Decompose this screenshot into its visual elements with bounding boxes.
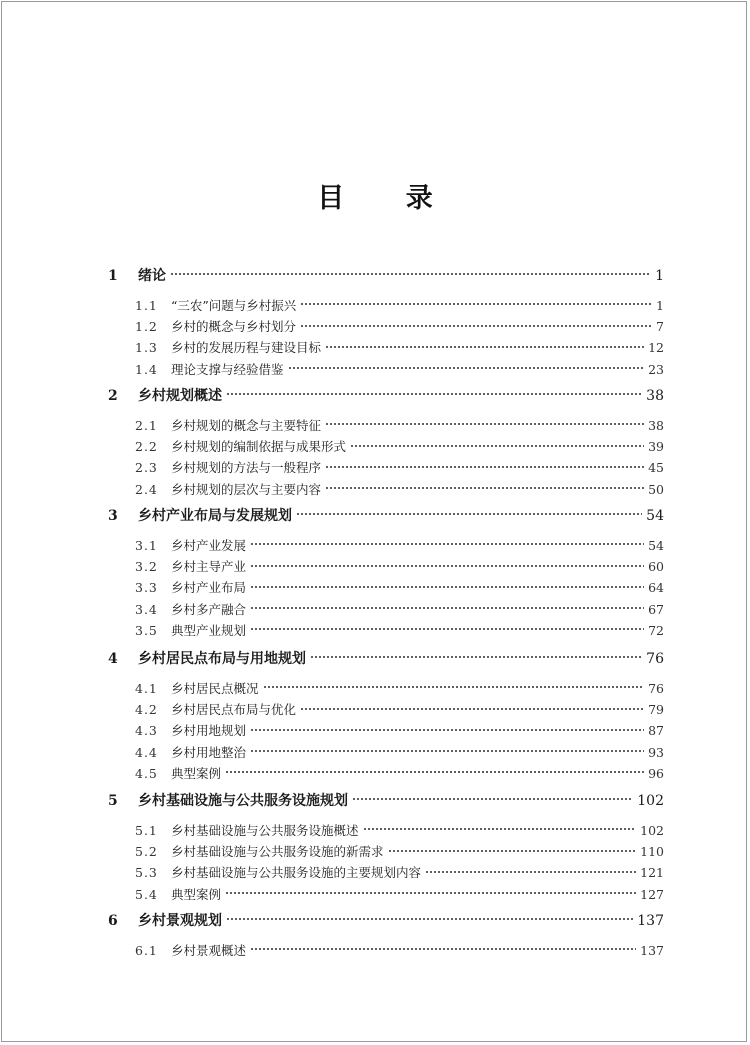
dot-leader	[300, 318, 652, 331]
section-number: 4.4	[135, 744, 158, 760]
section-page-number: 137	[640, 943, 664, 958]
section-page-number: 72	[648, 622, 664, 638]
toc-chapter-entry[interactable]	[108, 385, 664, 405]
dot-leader	[263, 680, 645, 693]
section-title: 乡村规划的编制依据与成果形式	[171, 439, 347, 455]
section-page-number: 76	[648, 681, 664, 696]
dot-leader	[226, 910, 633, 924]
dot-leader	[250, 743, 644, 756]
section-page-number: 64	[648, 580, 664, 596]
section-title: 乡村用地规划	[171, 723, 247, 739]
chapter-page-number: 137	[637, 913, 664, 929]
toc-section-entry[interactable]	[135, 743, 664, 761]
dot-leader	[352, 790, 633, 804]
section-number: 3.2	[135, 559, 158, 575]
toc-chapter-entry[interactable]	[108, 648, 664, 668]
toc-section-entry[interactable]	[135, 360, 664, 378]
section-title: 典型产业规划	[171, 622, 247, 638]
section-number: 3.3	[135, 580, 158, 596]
toc-section-entry[interactable]	[135, 700, 664, 718]
section-page-number: 45	[648, 460, 664, 476]
toc-chapter-entry[interactable]	[108, 790, 664, 810]
section-page-number: 54	[648, 538, 664, 553]
chapter-title: 乡村产业布局与发展规划	[138, 508, 292, 524]
section-title: 乡村规划的概念与主要特征	[171, 418, 322, 433]
toc-section-entry[interactable]	[135, 621, 664, 639]
dot-leader	[325, 339, 644, 352]
chapter-number: 6	[108, 913, 118, 929]
dot-leader	[325, 480, 644, 493]
section-title: 乡村基础设施与公共服务设施的新需求	[171, 844, 384, 860]
section-number: 6.1	[135, 943, 158, 958]
chapter-page-number: 76	[646, 651, 664, 667]
toc-section-entry[interactable]	[135, 721, 664, 739]
toc-section-entry[interactable]	[135, 416, 664, 434]
section-page-number: 96	[648, 765, 664, 781]
chapter-page-number: 54	[646, 508, 664, 524]
section-title: 乡村基础设施与公共服务设施概述	[171, 823, 359, 838]
chapter-number: 1	[108, 268, 118, 284]
section-number: 1.2	[135, 319, 158, 335]
section-number: 2.2	[135, 439, 158, 455]
toc-section-entry[interactable]	[135, 764, 664, 782]
chapter-title: 乡村规划概述	[138, 388, 222, 404]
section-title: 典型案例	[171, 886, 222, 902]
section-number: 5.2	[135, 844, 158, 860]
toc-section-entry[interactable]	[135, 557, 664, 575]
section-title: 乡村主导产业	[171, 559, 247, 575]
dot-leader	[250, 621, 644, 634]
chapter-title: 乡村基础设施与公共服务设施规划	[138, 793, 348, 809]
section-number: 4.5	[135, 765, 158, 781]
section-number: 3.1	[135, 538, 158, 553]
section-title: 典型案例	[171, 765, 222, 781]
toc-chapter-entry[interactable]	[108, 505, 664, 525]
section-title: 乡村产业发展	[171, 538, 247, 553]
section-number: 3.4	[135, 601, 158, 617]
dot-leader	[300, 701, 644, 714]
section-number: 5.3	[135, 865, 158, 881]
section-page-number: 7	[656, 319, 664, 335]
chapter-title: 绪论	[138, 268, 166, 284]
dot-leader	[388, 843, 637, 856]
section-number: 2.1	[135, 418, 158, 433]
section-number: 2.3	[135, 460, 158, 476]
chapter-number: 2	[108, 388, 118, 404]
section-title: 乡村的概念与乡村划分	[171, 319, 297, 335]
dot-leader	[226, 385, 642, 399]
dot-leader	[250, 558, 644, 571]
toc-section-entry[interactable]	[135, 437, 664, 455]
toc-section-entry[interactable]	[135, 863, 664, 881]
toc-chapter-entry[interactable]	[108, 910, 664, 930]
dot-leader	[225, 885, 636, 898]
section-page-number: 121	[640, 865, 664, 881]
dot-leader	[225, 764, 644, 777]
section-page-number: 1	[656, 298, 664, 313]
chapter-page-number: 38	[646, 388, 664, 404]
dot-leader	[325, 459, 644, 472]
section-page-number: 23	[648, 361, 664, 377]
section-page-number: 93	[648, 744, 664, 760]
section-title: 乡村居民点概况	[171, 681, 259, 696]
chapter-number: 4	[108, 651, 118, 667]
section-title: 乡村的发展历程与建设目标	[171, 340, 322, 356]
section-number: 5.4	[135, 886, 158, 902]
toc-section-entry[interactable]	[135, 842, 664, 860]
chapter-number: 3	[108, 508, 118, 524]
dot-leader	[170, 265, 651, 279]
section-number: 2.4	[135, 481, 158, 497]
section-page-number: 102	[640, 823, 664, 838]
section-number: 4.3	[135, 723, 158, 739]
section-number: 1.1	[135, 298, 158, 313]
dot-leader	[250, 537, 644, 550]
section-page-number: 67	[648, 601, 664, 617]
chapter-title: 乡村居民点布局与用地规划	[138, 651, 306, 667]
toc-section-entry[interactable]	[135, 941, 664, 959]
chapter-page-number: 1	[655, 268, 664, 284]
toc-section-entry[interactable]	[135, 821, 664, 839]
dot-leader	[300, 297, 652, 310]
toc-chapter-entry[interactable]	[108, 265, 664, 285]
section-page-number: 127	[640, 886, 664, 902]
section-title: 乡村景观概述	[171, 943, 247, 958]
toc-section-entry[interactable]	[135, 296, 664, 314]
dot-leader	[425, 864, 636, 877]
section-title: 乡村产业布局	[171, 580, 247, 596]
section-page-number: 79	[648, 702, 664, 718]
section-title: 乡村基础设施与公共服务设施的主要规划内容	[171, 865, 422, 881]
section-title: 乡村多产融合	[171, 601, 247, 617]
section-page-number: 60	[648, 559, 664, 575]
toc-section-entry[interactable]	[135, 679, 664, 697]
section-number: 1.4	[135, 361, 158, 377]
toc-section-entry[interactable]	[135, 458, 664, 476]
section-title: “三农”问题与乡村振兴	[171, 298, 297, 313]
dot-leader	[250, 722, 644, 735]
dot-leader	[250, 579, 644, 592]
section-title: 乡村规划的层次与主要内容	[171, 481, 322, 497]
dot-leader	[363, 822, 637, 835]
section-page-number: 50	[648, 481, 664, 497]
dot-leader	[288, 360, 645, 373]
toc-section-entry[interactable]	[135, 317, 664, 335]
dot-leader	[325, 417, 644, 430]
section-number: 1.3	[135, 340, 158, 356]
toc-title: 目 录	[317, 183, 459, 214]
toc-section-entry[interactable]	[135, 338, 664, 356]
section-page-number: 39	[648, 439, 664, 455]
section-title: 乡村居民点布局与优化	[171, 702, 297, 718]
dot-leader	[296, 505, 642, 519]
section-number: 4.1	[135, 681, 158, 696]
dot-leader	[310, 648, 642, 662]
toc-section-entry[interactable]	[135, 536, 664, 554]
chapter-title: 乡村景观规划	[138, 913, 222, 929]
section-title: 乡村用地整治	[171, 744, 247, 760]
section-page-number: 110	[640, 844, 664, 860]
section-number: 4.2	[135, 702, 158, 718]
toc-section-entry[interactable]	[135, 885, 664, 903]
section-title: 理论支撑与经验借鉴	[171, 361, 284, 377]
toc-section-entry[interactable]	[135, 578, 664, 596]
toc-section-entry[interactable]	[135, 480, 664, 498]
chapter-number: 5	[108, 793, 118, 809]
section-page-number: 87	[648, 723, 664, 739]
chapter-page-number: 102	[637, 793, 664, 809]
section-number: 3.5	[135, 622, 158, 638]
dot-leader	[250, 942, 636, 955]
dot-leader	[250, 600, 644, 613]
section-number: 5.1	[135, 823, 158, 838]
section-page-number: 12	[648, 340, 664, 356]
section-title: 乡村规划的方法与一般程序	[171, 460, 322, 476]
section-page-number: 38	[648, 418, 664, 433]
dot-leader	[350, 438, 644, 451]
toc-section-entry[interactable]	[135, 600, 664, 618]
